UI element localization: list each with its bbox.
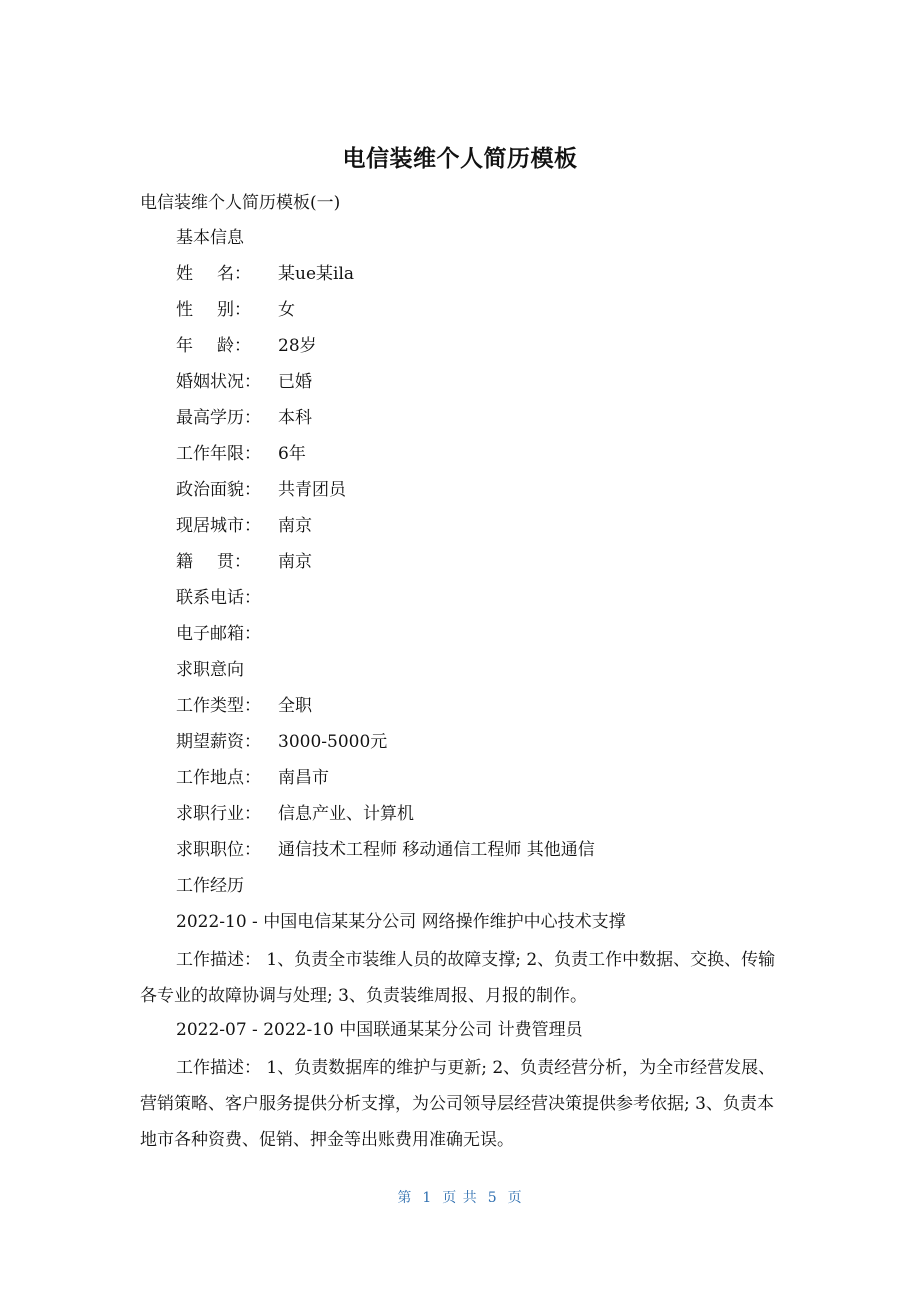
field-age [176,334,317,358]
field-gender [176,298,295,322]
field-label: 政治面貌： [176,480,261,500]
field-expected-salary [176,730,387,754]
field-industry [176,802,414,826]
footer-total-pages: 5 [487,1190,498,1206]
job-header: 2022-07 - 2022-10 中国联通某某分公司 计费管理员 [176,1020,583,1040]
field-value: 3000-5000元 [278,732,388,752]
section-heading-experience: 工作经历 [176,876,244,896]
field-label: 联系电话： [176,588,261,608]
field-marital-status [176,370,312,394]
field-label: 电子邮箱： [176,624,261,644]
field-label-part: 别： [217,300,251,320]
section-heading-basic-info: 基本信息 [176,228,244,248]
field-label: 工作地点： [176,768,261,788]
field-education [176,406,312,430]
document-subtitle: 电信装维个人简历模板(一) [140,193,341,213]
field-label-part: 籍 [176,552,193,572]
field-label-part: 龄： [217,336,251,356]
page-footer [0,1187,920,1207]
field-value: 南昌市 [278,768,329,788]
field-native-place [176,550,312,574]
field-value: 28岁 [278,336,317,356]
field-phone [176,586,278,610]
job-description: 工作描述： 1、负责数据库的维护与更新; 2、负责经营分析，为全市经营发展、营销策略、客户服务提供分析支撑，为公司领导层经营决策提供参考依据; 3、负责本地市各种资费、促销、押金等出账费用准确无误。 [140,1058,776,1150]
field-value: 已婚 [278,372,312,392]
field-label-part: 名： [217,264,251,284]
job-description: 工作描述： 1、负责全市装维人员的故障支撑; 2、负责工作中数据、交换、传输各专业的故障协调与处理; 3、负责装维周报、月报的制作。 [140,950,776,1006]
field-label: 最高学历： [176,408,261,428]
field-label: 婚姻状况： [176,372,261,392]
field-job-type [176,694,312,718]
field-work-location [176,766,329,790]
field-label: 工作年限： [176,444,261,464]
field-position [176,838,595,862]
field-label-part: 姓 [176,264,193,284]
field-political-status [176,478,346,502]
footer-middle: 页 共 [442,1190,478,1206]
field-value: 通信技术工程师 移动通信工程师 其他通信 [278,840,595,860]
field-label-part: 贯： [217,552,251,572]
field-value: 某ue某ila [278,264,355,284]
field-label-part: 性 [176,300,193,320]
document-title: 电信装维个人简历模板 [342,146,578,172]
footer-prefix: 第 [397,1190,413,1206]
field-current-city [176,514,312,538]
job-header: 2022-10 - 中国电信某某分公司 网络操作维护中心技术支撑 [176,912,626,932]
field-value: 女 [278,300,295,320]
field-email [176,622,278,646]
section-heading-job-intent: 求职意向 [176,660,244,680]
field-name [176,262,354,286]
footer-suffix: 页 [507,1190,523,1206]
field-value: 本科 [278,408,312,428]
field-value: 南京 [278,552,312,572]
field-label: 工作类型： [176,696,261,716]
field-label: 期望薪资： [176,732,261,752]
field-label: 现居城市： [176,516,261,536]
field-value: 信息产业、计算机 [278,804,414,824]
field-label: 求职职位： [176,840,261,860]
footer-page-number: 1 [422,1190,433,1206]
field-value: 6年 [278,444,306,464]
field-value: 南京 [278,516,312,536]
field-value: 共青团员 [278,480,346,500]
field-label: 求职行业： [176,804,261,824]
field-work-years [176,442,306,466]
field-label-part: 年 [176,336,193,356]
field-value: 全职 [278,696,312,716]
